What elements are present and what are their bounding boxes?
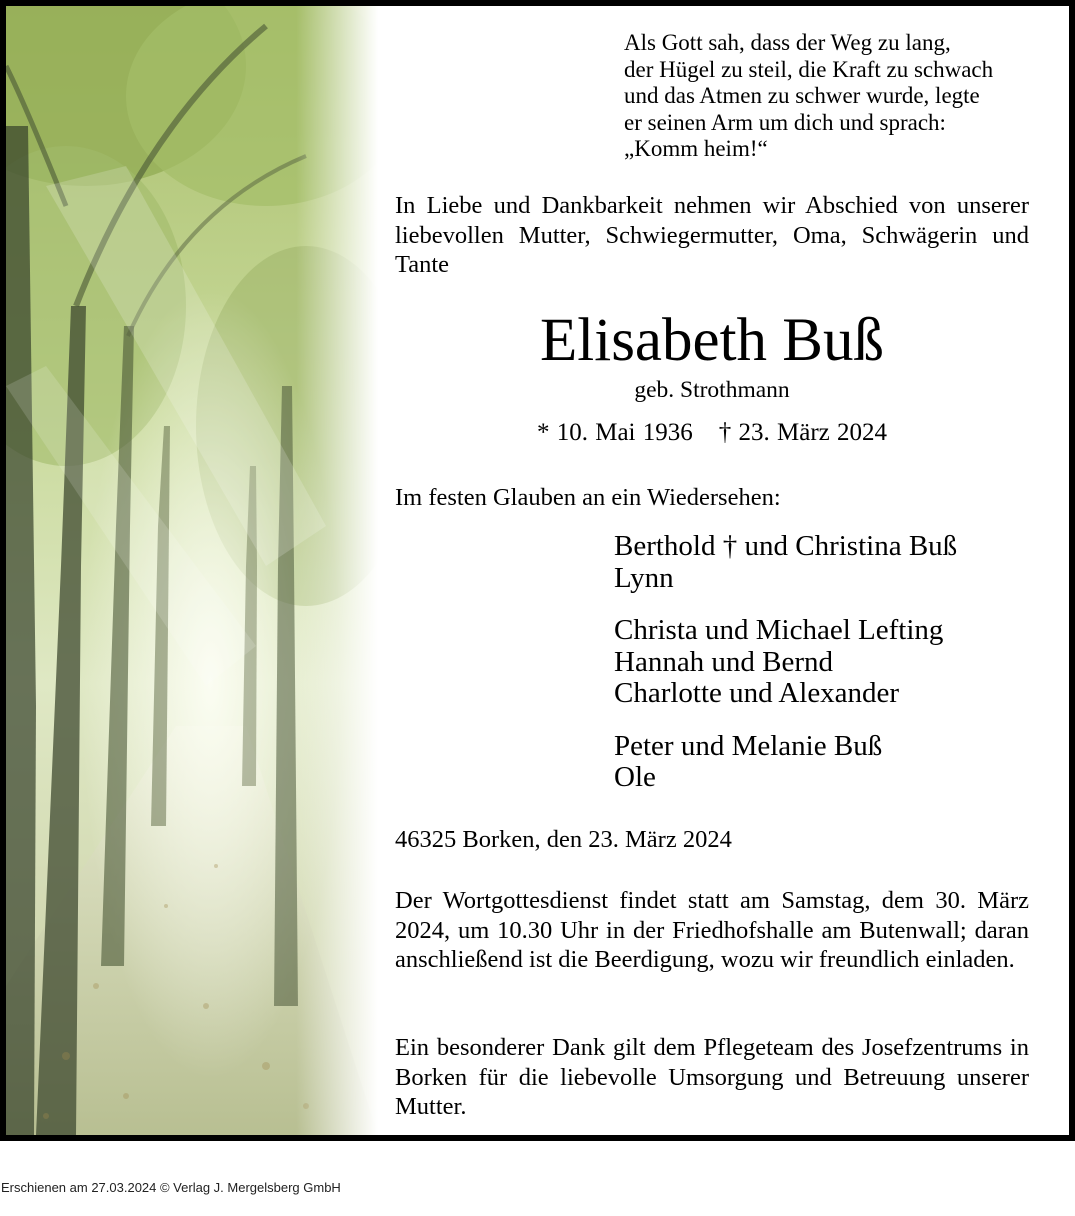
family-group [614, 615, 1034, 710]
death-date: † 23. März 2024 [718, 419, 888, 446]
family-line: Charlotte und Alexander [614, 677, 900, 709]
family-line: Berthold † und Christina Buß [614, 530, 958, 562]
family-group [614, 531, 1034, 594]
birth-date: * 10. Mai 1936 [536, 419, 693, 446]
service-info: Der Wortgottesdienst findet statt am Samstag, dem 30. März 2024, um 10.30 Uhr in der Friedhofshalle am Butenwall; daran anschließend ist die Beerdigung, wozu wir freundlich einladen. [395, 887, 1029, 973]
forest-path-image [6, 6, 378, 1135]
intro-text: In Liebe und Dankbarkeit nehmen wir Abschied von unserer liebevollen Mutter, Schwiegermutter, Oma, Schwägerin und Tante [395, 192, 1029, 278]
poem: Als Gott sah, dass der Weg zu lang, der Hügel zu steil, die Kraft zu schwach und das Atmen zu schwer wurde, legte er seinen Arm um dich und sprach: „Komm heim!“ [624, 30, 994, 161]
family-line: Peter und Melanie Buß [614, 729, 883, 762]
birth-name: geb. Strothmann [634, 377, 790, 403]
life-dates [395, 418, 1029, 448]
family-line: Ole [614, 761, 656, 793]
publication-footer: Erschienen am 27.03.2024 © Verlag J. Mergelsberg GmbH [1, 1180, 341, 1195]
family-line: Lynn [614, 561, 674, 594]
place-date: 46325 Borken, den 23. März 2024 [395, 826, 732, 853]
faith-line: Im festen Glauben an ein Wiedersehen: [395, 484, 781, 511]
mourners-list [614, 531, 1034, 815]
deceased-name: Elisabeth Buß [540, 307, 884, 374]
family-line: Hannah und Bernd [614, 645, 834, 678]
family-line: Christa und Michael Lefting [614, 614, 944, 646]
family-group [614, 731, 1034, 794]
thanks-text: Ein besonderer Dank gilt dem Pflegeteam des Josefzentrums in Borken für die liebevolle Umsorgung und Betreuung unserer Mutter. [395, 1034, 1029, 1120]
